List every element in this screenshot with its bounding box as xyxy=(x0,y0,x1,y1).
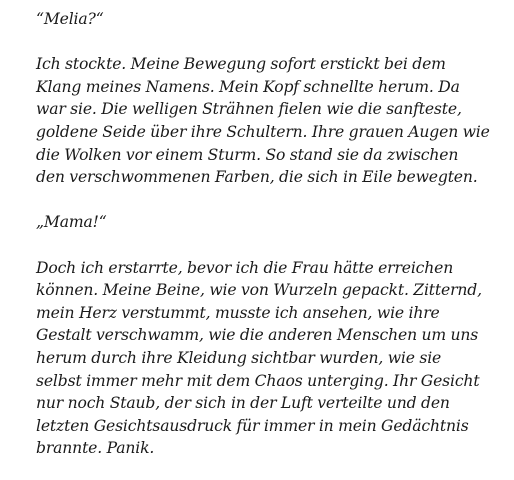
text-line: mein Herz verstummt, musste ich ansehen, wie ihre xyxy=(36,303,440,322)
paragraph-gap xyxy=(36,189,514,212)
text-line: brannte. Panik. xyxy=(36,439,155,458)
text-line: können. Meine Beine, wie von Wurzeln gepackt. Zitternd, xyxy=(36,281,482,300)
paragraph-gap xyxy=(36,31,514,54)
text-line: letzten Gesichtsausdruck für immer in mein Gedächtnis xyxy=(36,416,469,435)
text-line: „Mama!“ xyxy=(36,213,107,232)
text-line: selbst immer mehr mit dem Chaos unterging. Ihr Gesicht xyxy=(36,371,480,390)
paragraph-narration-1 xyxy=(36,53,514,189)
text-line: war sie. Die welligen Strähnen fielen wie die sanfteste, xyxy=(36,100,462,119)
text-line: nur noch Staub, der sich in der Luft verteilte und den xyxy=(36,394,450,413)
text-line: herum durch ihre Kleidung sichtbar wurden, wie sie xyxy=(36,348,442,367)
paragraph-dialogue-mama xyxy=(36,211,514,234)
paragraph-gap xyxy=(36,234,514,257)
paragraph-dialogue-melia xyxy=(36,8,514,31)
text-line: Klang meines Namens. Mein Kopf schnellte herum. Da xyxy=(36,77,460,96)
story-text xyxy=(36,8,514,460)
text-line: die Wolken vor einem Sturm. So stand sie da zwischen xyxy=(36,145,459,164)
paragraph-narration-2 xyxy=(36,257,514,460)
text-line: Doch ich erstarrte, bevor ich die Frau hätte erreichen xyxy=(36,258,454,277)
text-line: Ich stockte. Meine Bewegung sofort erstickt bei dem xyxy=(36,55,446,74)
text-line: den verschwommenen Farben, die sich in Eile bewegten. xyxy=(36,168,478,187)
text-line: goldene Seide über ihre Schultern. Ihre grauen Augen wie xyxy=(36,122,490,141)
text-line: “Melia?“ xyxy=(36,10,104,28)
text-line: Gestalt verschwamm, wie die anderen Menschen um uns xyxy=(36,326,479,345)
